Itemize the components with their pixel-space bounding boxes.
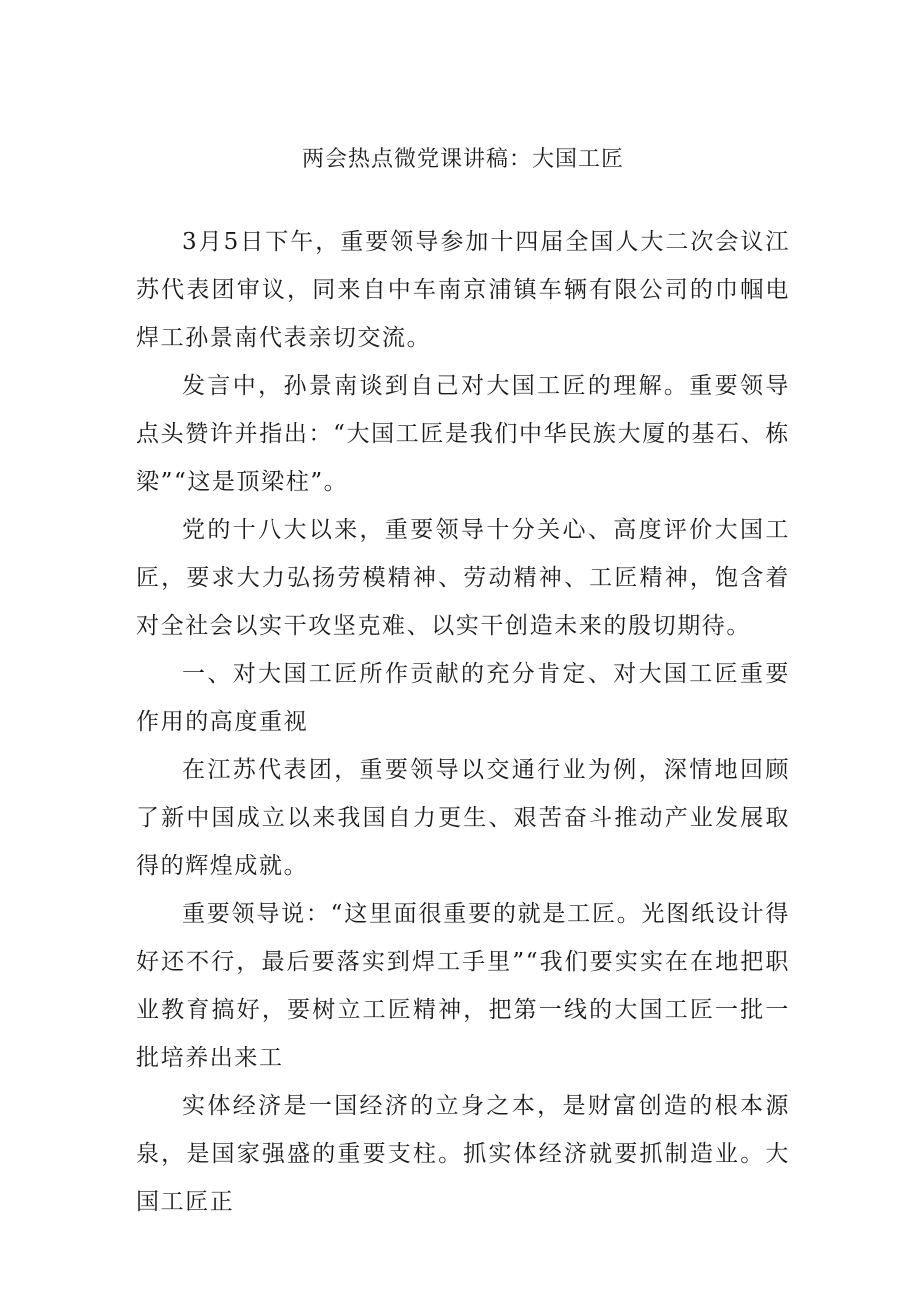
- document-title: 两会热点微党课讲稿：大国工匠: [301, 147, 624, 172]
- paragraph-6: 实体经济是一国经济的立身之本，是财富创造的根本源泉，是国家强盛的重要支柱。抓实体经济就要抓制造业。大国工匠正: [136, 1093, 790, 1215]
- paragraph-2: 发言中，孙景南谈到自己对大国工匠的理解。重要领导点头赞许并指出：“大国工匠是我们中华民族大厦的基石、栋梁”“这是顶梁柱”。: [136, 373, 790, 495]
- paragraph-4: 在江苏代表团，重要领导以交通行业为例，深情地回顾了新中国成立以来我国自力更生、艰苦奋斗推动产业发展取得的辉煌成就。: [136, 757, 790, 879]
- document-page: [136, 142, 790, 1226]
- paragraph-3: 党的十八大以来，重要领导十分关心、高度评价大国工匠，要求大力弘扬劳模精神、劳动精神、工匠精神，饱含着对全社会以实干攻坚克难、以实干创造未来的殷切期待。: [136, 517, 790, 639]
- paragraph-5: 重要领导说：“这里面很重要的就是工匠。光图纸设计得好还不行，最后要落实到焊工手里”“我们要实实在在地把职业教育搞好，要树立工匠精神，把第一线的大国工匠一批一批培养出来工: [136, 901, 790, 1071]
- paragraph-1: 3月5日下午，重要领导参加十四届全国人大二次会议江苏代表团审议，同来自中车南京浦镇车辆有限公司的巾帼电焊工孙景南代表亲切交流。: [136, 229, 790, 351]
- section-heading-1: 一、对大国工匠所作贡献的充分肯定、对大国工匠重要作用的高度重视: [136, 661, 790, 735]
